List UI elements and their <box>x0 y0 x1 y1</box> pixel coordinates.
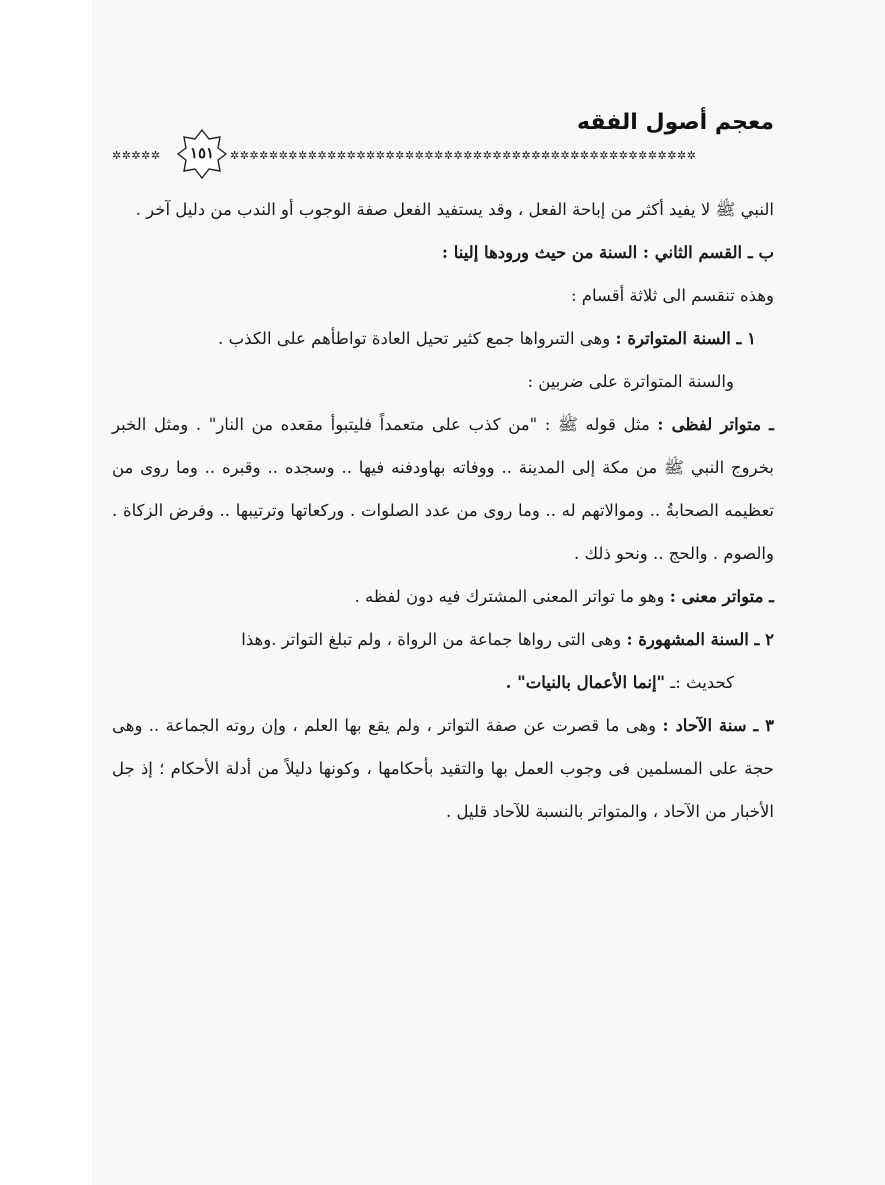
paragraph: وهذه تنقسم الى ثلاثة أقسام : <box>570 286 774 305</box>
item-text: وهو ما تواتر المعنى المشترك فيه دون لفظه . <box>354 587 670 606</box>
item-label: ٣ ـ سنة الآحاد : <box>662 716 774 735</box>
page-header <box>112 110 774 172</box>
page-number-badge <box>176 128 228 180</box>
item-text: وهى التىرواها جمع كثير تحيل العادة تواطأهم على الكذب . <box>218 329 616 348</box>
list-item <box>112 618 774 661</box>
example-prefix: كحديث :ـ <box>665 673 734 692</box>
list-item <box>112 317 774 360</box>
section-heading: ب ـ القسم الثاني : السنة من حيث ورودها إلينا : <box>441 243 774 262</box>
list-item <box>112 575 774 618</box>
page-body <box>112 188 774 833</box>
ornament-rule-left: ✲✲✲✲✲ <box>112 149 161 162</box>
item-label: ـ متواتر معنى : <box>669 587 774 606</box>
item-label: ـ متواتر لفظى : <box>657 415 774 434</box>
ornament-rule-right: ✲✲✲✲✲✲✲✲✲✲✲✲✲✲✲✲✲✲✲✲✲✲✲✲✲✲✲✲✲✲✲✲✲✲✲✲✲✲✲✲✲✲✲✲✲✲✲✲ <box>230 149 697 162</box>
hadith-quote: "إنما الأعمال بالنيات" . <box>505 673 666 692</box>
item-text: وهى ما قصرت عن صفة التواتر ، ولم يقع بها العلم ، وإن روته الجماعة .. وهى حجة على المسلمين فى وجوب العمل بها والتقيد بأحكامها ، وكونها دليلاً من أدلة الأحكام ؛ إذ جل الأخبار من الآحاد ، والمتواتر بالنسبة للآحاد قليل . <box>112 716 774 821</box>
page-number: ١٥١ <box>189 144 215 162</box>
item-text: مثل قوله ﷺ : "من كذب على متعمداً فليتبوأ مقعده من النار" . ومثل الخبر بخروج النبي ﷺ من مكة إلى المدينة .. ووفاته بهاودفنه فيها .. وسجده .. وقبره .. وما روى من تعظيمه الصحابةُ .. وموالاتهم له .. وما روى من عدد الصلوات . وركعاتها وترتيبها .. وفرض الزكاة . والصوم . والحج .. ونحو ذلك . <box>112 415 774 563</box>
item-text: وهى التى رواها جماعة من الرواة ، ولم تبلغ التواتر .وهذا <box>241 630 627 649</box>
item-label: ٢ ـ السنة المشهورة : <box>626 630 774 649</box>
book-title: معجم أصول الفقه <box>577 110 774 135</box>
list-item <box>112 704 774 833</box>
paragraph: النبي ﷺ لا يفيد أكثر من إباحة الفعل ، وقد يستفيد الفعل صفة الوجوب أو الندب من دليل آخر . <box>135 200 774 219</box>
list-item <box>112 403 774 575</box>
paragraph <box>112 661 774 704</box>
paragraph: والسنة المتواترة على ضربين : <box>527 372 734 391</box>
item-label: ١ ـ السنة المتواترة : <box>615 329 756 348</box>
